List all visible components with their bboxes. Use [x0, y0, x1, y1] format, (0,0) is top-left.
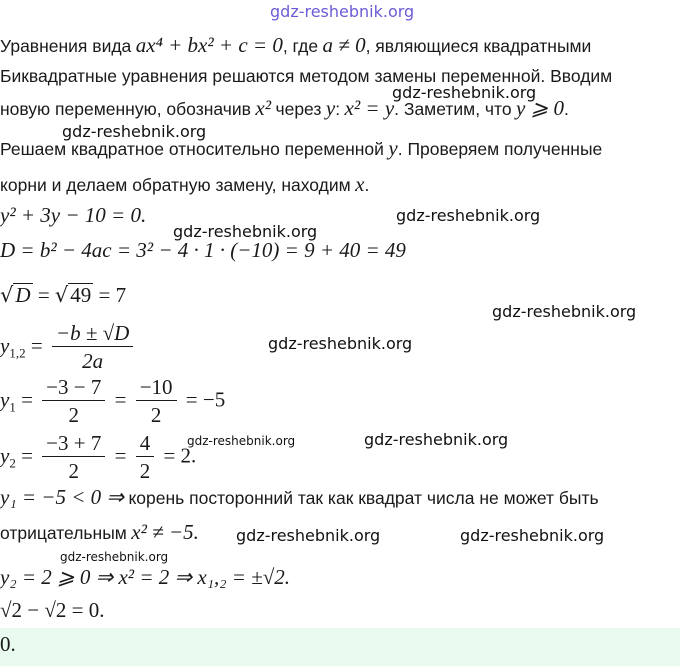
equals-sign: =	[30, 333, 43, 358]
para2-text-c: корни и делаем обратную замену, находим	[0, 175, 351, 195]
y2-lhs-sub: 2	[9, 455, 16, 471]
y1-lhs: y	[0, 387, 10, 412]
extraneous-root-math2: x² ≠ −5.	[131, 520, 199, 544]
intro-text-middle: , где	[282, 36, 319, 56]
para2-line2	[0, 172, 369, 197]
para1-line1: Биквадратные уравнения решаются методом замены переменной. Вводим	[0, 66, 613, 86]
equation-y1	[0, 374, 225, 429]
y2-fraction-2	[136, 430, 155, 485]
intro-text-after: , являющиеся квадратными	[365, 36, 592, 56]
y1-fraction-2	[136, 374, 177, 429]
para2-var-x: x	[355, 172, 365, 196]
watermark: gdz-reshebnik.org	[236, 526, 381, 545]
root-formula-lhs: y	[0, 333, 10, 358]
equation-quadratic: y² + 3y − 10 = 0.	[0, 203, 147, 227]
para2-end: .	[364, 175, 370, 195]
y1-numerator-1: −3 − 7	[42, 374, 105, 401]
root-formula-fraction	[52, 320, 133, 375]
equals-sign: =	[114, 387, 127, 412]
watermark: gdz-reshebnik.org	[173, 222, 318, 241]
sqrt-sign-icon: √	[54, 283, 69, 307]
para2-text-a: Решаем квадратное относительно переменной	[0, 139, 384, 159]
equals-sign: =	[21, 443, 33, 468]
watermark: gdz-reshebnik.org	[62, 122, 207, 141]
intro-formula: ax⁴ + bx² + c = 0	[135, 33, 283, 57]
equation-root-formula	[0, 320, 137, 375]
watermark: gdz-reshebnik.org	[492, 302, 637, 321]
y2-fraction-1	[42, 430, 105, 485]
para1-condition: y ⩾ 0	[516, 96, 564, 120]
para1-text-note: . Заметим, что	[394, 99, 512, 119]
extraneous-root-line	[0, 485, 599, 510]
y1-denominator-1: 2	[68, 403, 80, 427]
answer-value: 0.	[0, 632, 16, 656]
para1-var-y: y	[325, 96, 336, 120]
watermark: gdz-reshebnik.org	[392, 83, 537, 102]
root-formula-lhs-sub: 1,2	[9, 345, 26, 361]
watermark: gdz-reshebnik.org	[187, 434, 296, 448]
y2-denominator-2: 2	[139, 459, 151, 483]
watermark-top: gdz-reshebnik.org	[270, 2, 415, 21]
y1-denominator-2: 2	[150, 403, 162, 427]
intro-text-before: Уравнения вида	[0, 36, 132, 56]
equation-sqrt-d	[0, 283, 126, 308]
extraneous-root-line2	[0, 520, 199, 545]
y2-lhs: y	[0, 443, 10, 468]
equals-sign: =	[21, 387, 33, 412]
watermark: gdz-reshebnik.org	[396, 206, 541, 225]
para1-end: .	[563, 99, 569, 119]
equation-y2	[0, 430, 196, 485]
sqrt-sign-icon: √	[0, 283, 14, 307]
y2-numerator-1: −3 + 7	[42, 430, 105, 457]
equation-sum-of-roots: √2 − √2 = 0.	[0, 598, 105, 622]
y2-result: = 2.	[163, 443, 197, 468]
para1-substitution: x² = y	[344, 96, 395, 120]
intro-line	[0, 33, 591, 58]
extraneous-root-math: y₁ = −5 < 0 ⇒	[0, 485, 124, 509]
watermark: gdz-reshebnik.org	[268, 334, 413, 353]
y1-numerator-2: −10	[136, 374, 177, 401]
para1-text-a: новую переменную, обозначив	[0, 99, 251, 119]
para2-var-y: y	[388, 136, 398, 160]
root-formula-denominator: 2a	[82, 349, 104, 373]
equals-sign: =	[114, 443, 127, 468]
answer-box	[0, 628, 680, 666]
equation-discriminant: D = b² − 4ac = 3² − 4 · 1 · (−10) = 9 + 40 = 49	[0, 238, 406, 262]
sqrt-49-radicand: 49	[70, 283, 92, 307]
intro-condition: a ≠ 0	[322, 33, 366, 57]
y1-fraction-1	[42, 374, 105, 429]
equals-sign: =	[37, 283, 50, 307]
y2-numerator-2: 4	[136, 430, 155, 457]
sqrt-d-radicand: D	[15, 283, 31, 307]
root-formula-numerator: −b ± √D	[52, 320, 133, 347]
equation-back-substitution: y₂ = 2 ⩾ 0 ⇒ x² = 2 ⇒ x₁,₂ = ±√2.	[0, 565, 291, 589]
watermark: gdz-reshebnik.org	[60, 550, 169, 564]
para2-text-b: . Проверяем полученные	[397, 139, 603, 159]
y1-lhs-sub: 1	[9, 399, 16, 415]
para1-text-via: через	[275, 99, 322, 119]
y1-result: = −5	[185, 387, 226, 412]
watermark: gdz-reshebnik.org	[364, 430, 509, 449]
watermark: gdz-reshebnik.org	[460, 526, 605, 545]
y2-denominator-1: 2	[68, 459, 80, 483]
extraneous-root-text2: отрицательным	[0, 523, 127, 543]
para1-colon: :	[335, 99, 341, 119]
extraneous-root-text: корень посторонний так как квадрат числа не может быть	[128, 488, 599, 508]
sqrt-result: = 7	[98, 283, 127, 307]
para1-var-x2: x²	[255, 96, 272, 120]
